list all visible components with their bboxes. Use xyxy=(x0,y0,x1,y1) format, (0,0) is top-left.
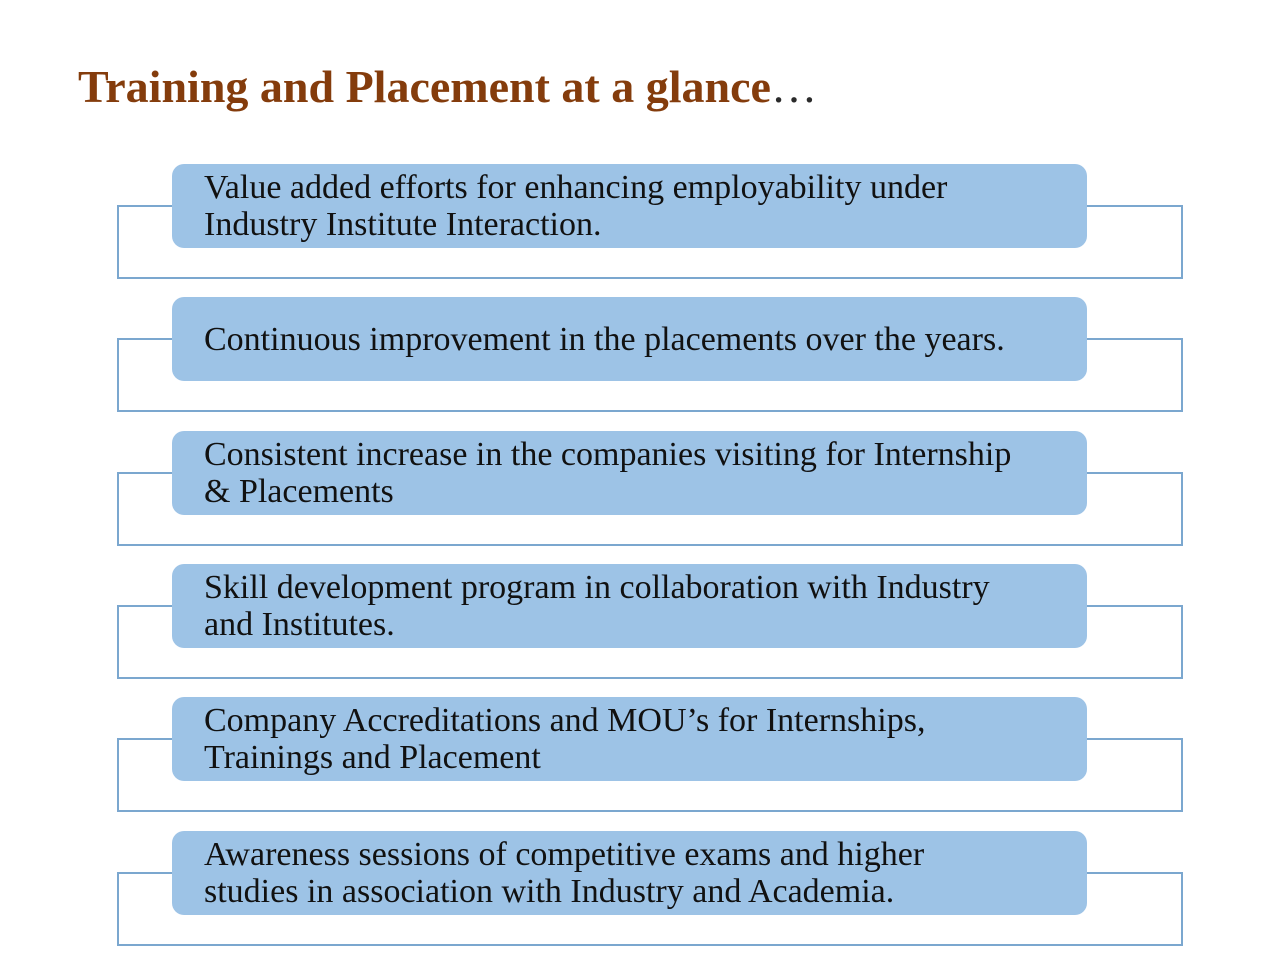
item-box xyxy=(172,831,1087,915)
item-box xyxy=(172,697,1087,781)
list-item-1 xyxy=(0,164,1280,281)
list-item-5 xyxy=(0,697,1280,814)
item-text: Continuous improvement in the placements over the years. xyxy=(204,320,1005,358)
connector-left xyxy=(117,205,173,207)
connector-right xyxy=(1087,205,1183,207)
slide-title-text: Training and Placement at a glance xyxy=(78,61,771,112)
item-text: Value added efforts for enhancing employability under Industry Institute Interaction. xyxy=(204,169,948,243)
item-box xyxy=(172,564,1087,648)
list-item-4 xyxy=(0,564,1280,681)
list-item-2 xyxy=(0,297,1280,414)
connector-right xyxy=(1087,472,1183,474)
connector-right xyxy=(1087,872,1183,874)
connector-right xyxy=(1087,338,1183,340)
connector-left xyxy=(117,738,173,740)
connector-right xyxy=(1087,605,1183,607)
list-item-3 xyxy=(0,431,1280,548)
connector-left xyxy=(117,872,173,874)
item-box xyxy=(172,164,1087,248)
connector-left xyxy=(117,472,173,474)
slide-title xyxy=(78,62,817,113)
connector-right xyxy=(1087,738,1183,740)
connector-left xyxy=(117,605,173,607)
item-text: Consistent increase in the companies visiting for Internship & Placements xyxy=(204,436,1012,510)
list-item-6 xyxy=(0,831,1280,948)
item-box xyxy=(172,431,1087,515)
connector-left xyxy=(117,338,173,340)
item-text: Skill development program in collaboration with Industry and Institutes. xyxy=(204,569,990,643)
item-text: Awareness sessions of competitive exams and higher studies in association with Industry and Academia. xyxy=(204,836,925,910)
slide-title-ellipsis: … xyxy=(770,61,817,112)
item-box xyxy=(172,297,1087,381)
item-text: Company Accreditations and MOU’s for Internships, Trainings and Placement xyxy=(204,702,926,776)
